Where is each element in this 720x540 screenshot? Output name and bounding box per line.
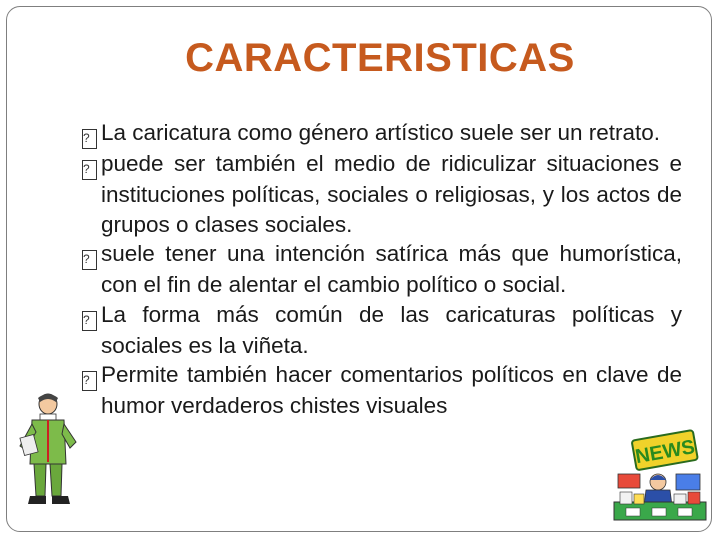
- bullet-item: [82, 360, 682, 421]
- bullet-text: La caricatura como género artístico suele ser un retrato.: [101, 120, 661, 145]
- news-sign-text: NEWS: [633, 436, 697, 469]
- bullet-marker-icon: ?: [82, 129, 97, 149]
- bullet-item: [82, 239, 682, 300]
- bullet-marker-icon: ?: [82, 160, 97, 180]
- slide-title: CARACTERISTICAS: [185, 36, 575, 80]
- bullet-text: puede ser también el medio de ridiculizar situaciones e instituciones políticas, sociales o religiosas, y los actos de grupos o clases sociales.: [101, 151, 682, 237]
- bullet-text: La forma más común de las caricaturas políticas y sociales es la viñeta.: [101, 301, 682, 358]
- newsstand-icon: [612, 428, 708, 524]
- bullet-marker-icon: ?: [82, 311, 97, 331]
- bullet-item: [82, 149, 682, 239]
- bullet-text: suele tener una intención satírica más que humorística, con el fin de alentar el cambio político o social.: [101, 241, 682, 297]
- bullet-text: Permite también hacer comentarios políticos en clave de humor verdaderos chistes visuales: [101, 362, 682, 418]
- bullet-item: [82, 118, 682, 149]
- bullet-list: [82, 118, 682, 421]
- bullet-marker-icon: ?: [82, 250, 97, 270]
- bullet-item: [82, 300, 682, 361]
- bullet-marker-icon: ?: [82, 371, 97, 391]
- cartoon-man-icon: [18, 392, 80, 510]
